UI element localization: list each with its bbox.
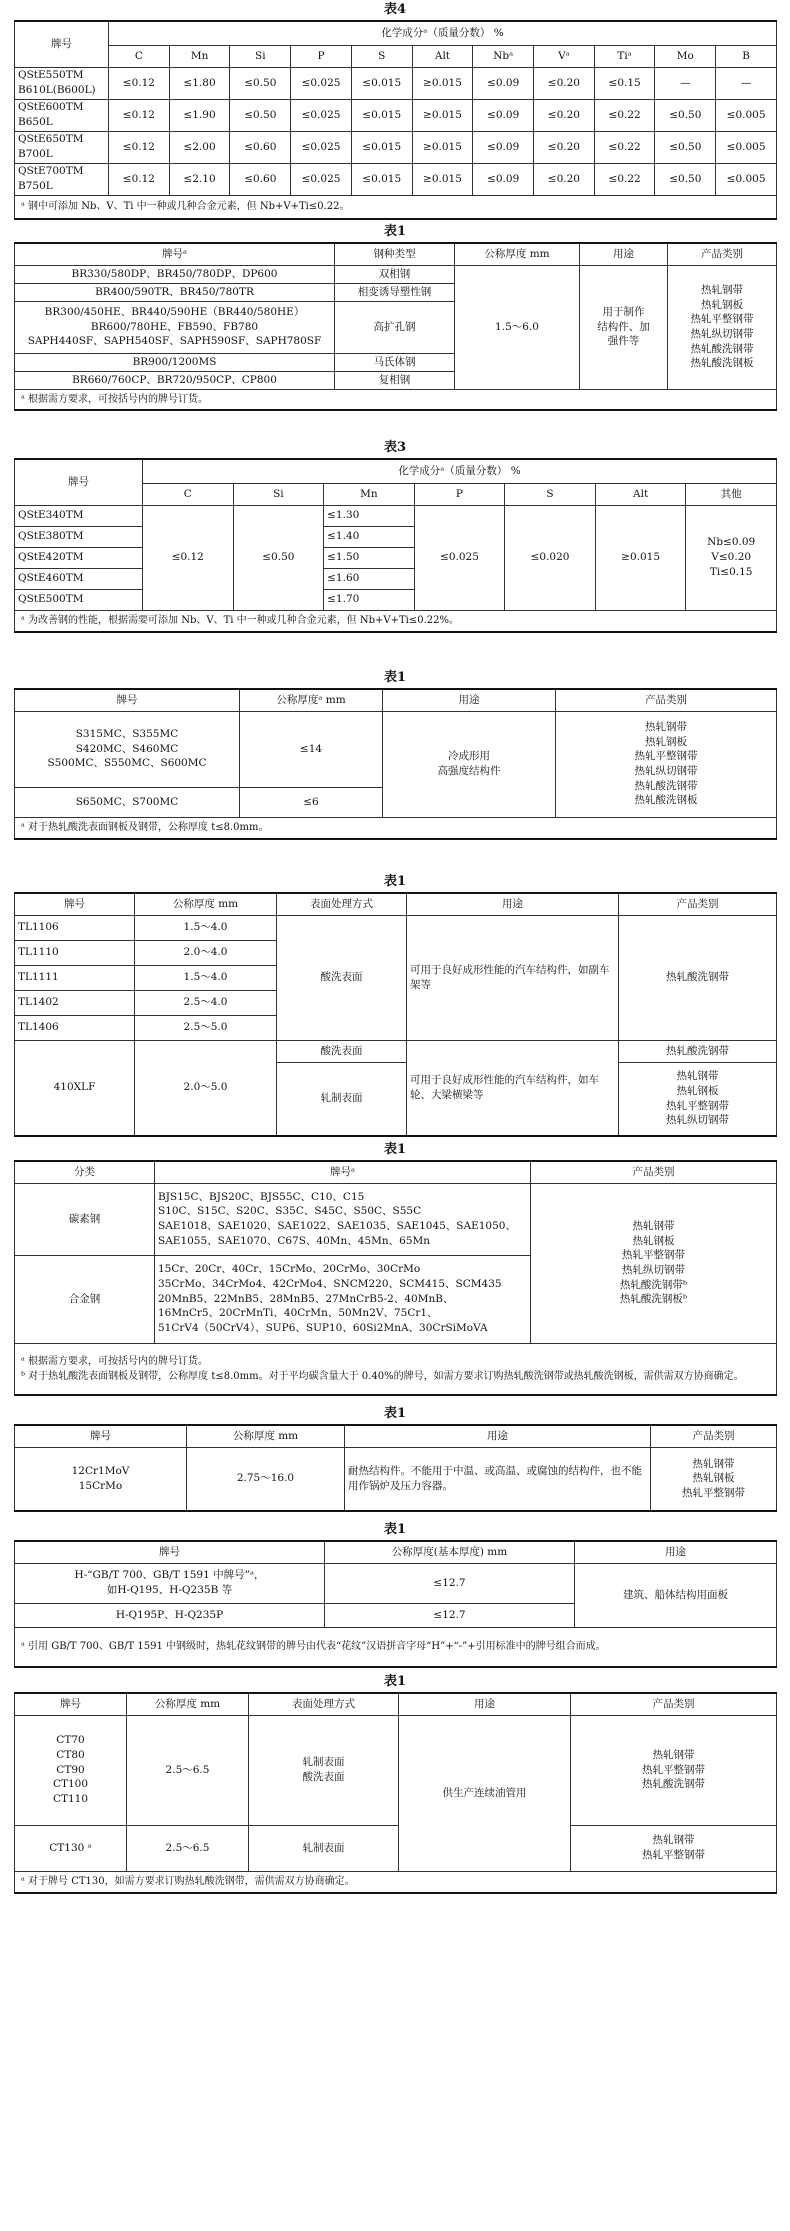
usage-cell: 耐热结构件。不能用于中温、或高温、或腐蚀的结构件，也不能用作锅炉及压力容器。 [345,1447,651,1511]
header-thickness: 公称厚度(基本厚度) mm [325,1541,575,1563]
chem-table-4 [14,20,777,220]
value-cell: ≥0.015 [412,131,473,163]
table-block-8 [0,1520,790,1668]
surface-cell: 酸洗表面 [277,915,407,1040]
grade-cell: QStE500TM [15,589,143,610]
pickled-surface-table [14,892,777,1137]
table-title: 表4 [383,2,407,17]
usage-cell: 可用于良好成形性能的汽车结构件，如车轮、大梁横梁等 [407,1040,619,1136]
header-thickness: 公称厚度 mm [135,893,277,915]
value-cell: ≤0.09 [473,67,534,99]
table-note [15,1343,777,1395]
table-block-7 [0,1404,790,1512]
header-grade: 牌号ᵃ [155,1161,531,1183]
coiled-tubing-table [14,1692,777,1894]
value-cell: ≥0.015 [412,99,473,131]
thickness-cell: 2.0～5.0 [135,1040,277,1136]
element-header: P [414,483,505,505]
product-cell: 热轧钢带 热轧平整钢带 热轧酸洗钢带 [571,1715,777,1825]
value-cell: ≤0.15 [594,67,655,99]
value-cell: ≤0.12 [109,67,170,99]
value-cell: ≤0.015 [351,99,412,131]
surface-cell: 酸洗表面 [277,1040,407,1062]
category-cell: 合金钢 [15,1255,155,1343]
steel-type-cell: 相变诱导塑性钢 [335,283,455,301]
table-note: ᵃ 为改善钢的性能，根据需要可添加 Nb、V、Ti 中一种或几种合金元素，但 Nb+V+Ti≤0.22%。 [15,610,777,632]
value-cell: ≤0.015 [351,67,412,99]
si-cell: ≤0.50 [233,505,324,610]
chem-table-3 [14,458,777,633]
table-title: 表1 [383,1142,407,1157]
note-b: ᵇ 对于热轧酸洗表面钢板及钢带，公称厚度 t≤8.0mm。对于平均碳含量大于 0.40%的牌号，如需方要求订购热轧酸洗钢带或热轧酸洗钢板，需供需双方协商确定。 [21,1370,744,1382]
value-cell: ≤0.005 [716,99,777,131]
element-header: P [291,45,352,67]
header-product: 产品类别 [571,1693,777,1715]
grade-cell: 410XLF [15,1040,135,1136]
surface-cell: 轧制表面 酸洗表面 [249,1715,399,1825]
thickness-cell: 2.5～6.5 [127,1825,249,1871]
carbon-alloy-table [14,1160,777,1396]
mn-cell: ≤1.50 [324,547,415,568]
header-category: 分类 [15,1161,155,1183]
heat-resistant-table [14,1424,777,1512]
value-cell: ≤0.12 [109,99,170,131]
header-product: 产品类别 [531,1161,777,1183]
value-cell: ≤0.20 [534,131,595,163]
value-cell: ≤0.015 [351,163,412,195]
header-product: 产品类别 [556,689,777,711]
grade-cell: H-Q195P、H-Q235P [15,1603,325,1627]
mn-cell: ≤1.70 [324,589,415,610]
table-title: 表1 [383,670,407,685]
grade-cell: BR400/590TR、BR450/780TR [15,283,335,301]
value-cell: ≤0.20 [534,67,595,99]
element-header: C [143,483,234,505]
s-cell: ≤0.020 [505,505,596,610]
table-title: 表1 [383,224,407,239]
group-header: 化学成分ᵃ（质量分数） % [143,459,777,483]
value-cell: ≤0.20 [534,163,595,195]
product-cell: 热轧钢带 热轧钢板 热轧平整钢带 热轧纵切钢带 热轧酸洗钢带 热轧酸洗钢板 [556,711,777,817]
thickness-cell: ≤12.7 [325,1563,575,1603]
header-grade: 牌号 [15,893,135,915]
surface-cell: 轧制表面 [249,1825,399,1871]
value-cell: ≤0.50 [230,67,291,99]
table-block-4 [0,668,790,840]
table-row [15,67,777,99]
value-cell: ≤0.015 [351,131,412,163]
grade-cell: BR300/450HE、BR440/590HE（BR440/580HE） BR600/780HE、FB590、FB780 SAPH440SF、SAPH540SF、SAPH590SF、SAPH780SF [15,301,335,353]
element-header: Mn [169,45,230,67]
grade-cell: BJS15C、BJS20C、BJS55C、C10、C15 S10C、S15C、S20C、S35C、S45C、S50C、S55C SAE1018、SAE1020、SAE1022、SAE1035、SAE1045、SAE1050、 SAE1055、SAE1070、C67S、40Mn、45Mn、65Mn [155,1183,531,1255]
element-header: S [351,45,412,67]
usage-cell: 建筑、船体结构用面板 [575,1563,777,1627]
value-cell: ≤0.50 [655,131,716,163]
header-grade: 牌号 [15,1425,187,1447]
product-cell: 热轧钢带 热轧平整钢带 [571,1825,777,1871]
usage-cell: 供生产连续油管用 [399,1715,571,1871]
header-grade: 牌号 [15,1693,127,1715]
header-steel-type: 钢种类型 [335,243,455,265]
value-cell: ≥0.015 [412,163,473,195]
element-header: Tiᵃ [594,45,655,67]
header-product: 产品类别 [619,893,777,915]
grade-cell: TL1106 [15,915,135,940]
grade-cell: TL1402 [15,990,135,1015]
header-grade: 牌号 [15,689,240,711]
element-header: Si [233,483,324,505]
value-cell: ≤2.10 [169,163,230,195]
table-block-6 [0,1140,790,1396]
value-cell: ≤0.025 [291,163,352,195]
product-cell: 热轧钢带 热轧钢板 热轧平整钢带 热轧纵切钢带 热轧酸洗钢带ᵇ 热轧酸洗钢板ᵇ [531,1183,777,1343]
usage-cell: 可用于良好成形性能的汽车结构件，如副车架等 [407,915,619,1040]
value-cell: — [655,67,716,99]
thickness-cell: 2.5～6.5 [127,1715,249,1825]
table-block-3 [0,438,790,633]
thickness-cell: 1.5～4.0 [135,965,277,990]
value-cell: ≥0.015 [412,67,473,99]
product-cell: 热轧钢带 热轧钢板 热轧平整钢带 热轧纵切钢带 热轧酸洗钢带 热轧酸洗钢板 [668,265,777,389]
header-usage: 用途 [345,1425,651,1447]
grade-cell: QStE460TM [15,568,143,589]
element-header: Mo [655,45,716,67]
grade-cell: CT70 CT80 CT90 CT100 CT110 [15,1715,127,1825]
value-cell: ≤0.22 [594,99,655,131]
header-product: 产品类别 [651,1425,777,1447]
element-header: Vᵃ [534,45,595,67]
table-title: 表1 [383,1522,407,1537]
header-grade: 牌号ᵃ [15,243,335,265]
thickness-cell: 2.5～4.0 [135,990,277,1015]
table-note: ᵃ 对于牌号 CT130，如需方要求订购热轧酸洗钢带，需供需双方协商确定。 [15,1871,777,1893]
element-header: C [109,45,170,67]
usage-cell: 冷成形用 高强度结构件 [383,711,556,817]
mn-cell: ≤1.60 [324,568,415,589]
table-note: ᵃ 根据需方要求，可按括号内的牌号订货。 [15,389,777,410]
header-usage: 用途 [580,243,668,265]
table-title: 表1 [383,1674,407,1689]
header-thickness: 公称厚度 mm [455,243,580,265]
thickness-cell: 2.0～4.0 [135,940,277,965]
grade-cell: 12Cr1MoV 15CrMo [15,1447,187,1511]
value-cell: ≤0.09 [473,131,534,163]
table-note: ᵃ 引用 GB/T 700、GB/T 1591 中钢级时，热轧花纹钢带的牌号由代表“花纹”汉语拼音字母“H”+“-”+引用标准中的牌号组合而成。 [15,1627,777,1667]
element-header: Si [230,45,291,67]
value-cell: ≤0.50 [655,163,716,195]
value-cell: ≤0.60 [230,163,291,195]
element-header: Alt [412,45,473,67]
element-header: S [505,483,596,505]
grade-cell: QStE600TM B650L [15,99,109,131]
steel-type-cell: 双相钢 [335,265,455,283]
thickness-cell: 1.5～6.0 [455,265,580,389]
table-row [15,99,777,131]
value-cell: ≤0.20 [534,99,595,131]
grade-cell: QStE700TM B750L [15,163,109,195]
table-block-1 [0,0,790,220]
product-cell: 热轧钢带 热轧钢板 热轧平整钢带 [651,1447,777,1511]
steel-type-cell: 复相钢 [335,371,455,389]
value-cell: ≤2.00 [169,131,230,163]
product-cell: 热轧钢带 热轧钢板 热轧平整钢带 热轧纵切钢带 [619,1062,777,1136]
value-cell: ≤1.80 [169,67,230,99]
header-grade: 牌号 [15,1541,325,1563]
grade-cell: 15Cr、20Cr、40Cr、15CrMo、20CrMo、30CrMo 35CrMo、34CrMo4、42CrMo4、SNCM220、SCM415、SCM435 20MnB5、22MnB5、28MnB5、27MnCrB5-2、40MnB、 16MnCr5、20CrMnTi、40CrMn、50Mn2V、75Cr1、 51CrV4（50CrV4）、SUP6、SUP10、60Si2MnA、30CrSiMoVA [155,1255,531,1343]
value-cell: ≤0.025 [291,67,352,99]
usage-cell: 用于制作 结构件、加 强件等 [580,265,668,389]
table-row [15,163,777,195]
grade-cell: S315MC、S355MC S420MC、S460MC S500MC、S550MC、S600MC [15,711,240,787]
header-surface: 表面处理方式 [277,893,407,915]
element-header: Alt [595,483,686,505]
p-cell: ≤0.025 [414,505,505,610]
grade-cell: CT130 ᵃ [15,1825,127,1871]
grade-cell: H-“GB/T 700、GB/T 1591 中牌号”ᵃ， 如H-Q195、H-Q235B 等 [15,1563,325,1603]
header-thickness: 公称厚度ᵃ mm [240,689,383,711]
value-cell: ≤0.60 [230,131,291,163]
thickness-cell: 2.75～16.0 [187,1447,345,1511]
value-cell: ≤0.025 [291,131,352,163]
steel-type-cell: 马氏体钢 [335,353,455,371]
table-block-2 [0,222,790,411]
table-note: ᵃ 对于热轧酸洗表面钢板及钢带，公称厚度 t≤8.0mm。 [15,817,777,839]
header-product: 产品类别 [668,243,777,265]
element-header: 其他 [686,483,777,505]
group-header: 化学成分ᵃ（质量分数） % [109,21,777,45]
grade-cell: QStE420TM [15,547,143,568]
table-row [15,131,777,163]
other-cell: Nb≤0.09 V≤0.20 Ti≤0.15 [686,505,777,610]
alt-cell: ≥0.015 [595,505,686,610]
thickness-cell: 2.5～5.0 [135,1015,277,1040]
value-cell: ≤0.025 [291,99,352,131]
value-cell: ≤0.22 [594,163,655,195]
header-thickness: 公称厚度 mm [127,1693,249,1715]
grade-cell: TL1110 [15,940,135,965]
thickness-cell: ≤12.7 [325,1603,575,1627]
grade-cell: TL1406 [15,1015,135,1040]
table-title: 表1 [383,1406,407,1421]
checker-plate-table [14,1540,777,1668]
grade-cell: QStE550TM B610L(B600L) [15,67,109,99]
steel-type-table [14,242,777,411]
grade-cell: BR330/580DP、BR450/780DP、DP600 [15,265,335,283]
value-cell: ≤1.90 [169,99,230,131]
mn-cell: ≤1.30 [324,505,415,526]
col-grade: 牌号 [15,21,109,67]
table-title: 表1 [383,874,407,889]
table-block-5 [0,872,790,1137]
element-header: B [716,45,777,67]
grade-cell: QStE650TM B700L [15,131,109,163]
value-cell: ≤0.12 [109,131,170,163]
mn-cell: ≤1.40 [324,526,415,547]
note-a: ᵃ 根据需方要求，可按括号内的牌号订货。 [21,1355,209,1367]
cold-forming-table [14,688,777,840]
product-cell: 热轧酸洗钢带 [619,1040,777,1062]
grade-cell: BR900/1200MS [15,353,335,371]
header-usage: 用途 [407,893,619,915]
element-header: Nbᵃ [473,45,534,67]
value-cell: ≤0.22 [594,131,655,163]
col-grade: 牌号 [15,459,143,505]
value-cell: ≤0.12 [109,163,170,195]
value-cell: ≤0.09 [473,163,534,195]
category-cell: 碳素钢 [15,1183,155,1255]
value-cell: ≤0.005 [716,163,777,195]
element-header: Mn [324,483,415,505]
table-block-9 [0,1672,790,1894]
thickness-cell: 1.5～4.0 [135,915,277,940]
table-title: 表3 [383,440,407,455]
c-cell: ≤0.12 [143,505,234,610]
header-usage: 用途 [383,689,556,711]
thickness-cell: ≤6 [240,787,383,817]
product-cell: 热轧酸洗钢带 [619,915,777,1040]
steel-type-cell: 高扩孔钢 [335,301,455,353]
grade-cell: BR660/760CP、BR720/950CP、CP800 [15,371,335,389]
value-cell: ≤0.005 [716,131,777,163]
surface-cell: 轧制表面 [277,1062,407,1136]
grade-cell: S650MC、S700MC [15,787,240,817]
table-note: ᵃ 钢中可添加 Nb、V、Ti 中一种或几种合金元素，但 Nb+V+Ti≤0.22。 [15,195,777,219]
grade-cell: QStE380TM [15,526,143,547]
value-cell: ≤0.09 [473,99,534,131]
grade-cell: QStE340TM [15,505,143,526]
value-cell: ≤0.50 [230,99,291,131]
header-usage: 用途 [399,1693,571,1715]
value-cell: ≤0.50 [655,99,716,131]
header-usage: 用途 [575,1541,777,1563]
header-thickness: 公称厚度 mm [187,1425,345,1447]
header-surface: 表面处理方式 [249,1693,399,1715]
grade-cell: TL1111 [15,965,135,990]
value-cell: — [716,67,777,99]
thickness-cell: ≤14 [240,711,383,787]
